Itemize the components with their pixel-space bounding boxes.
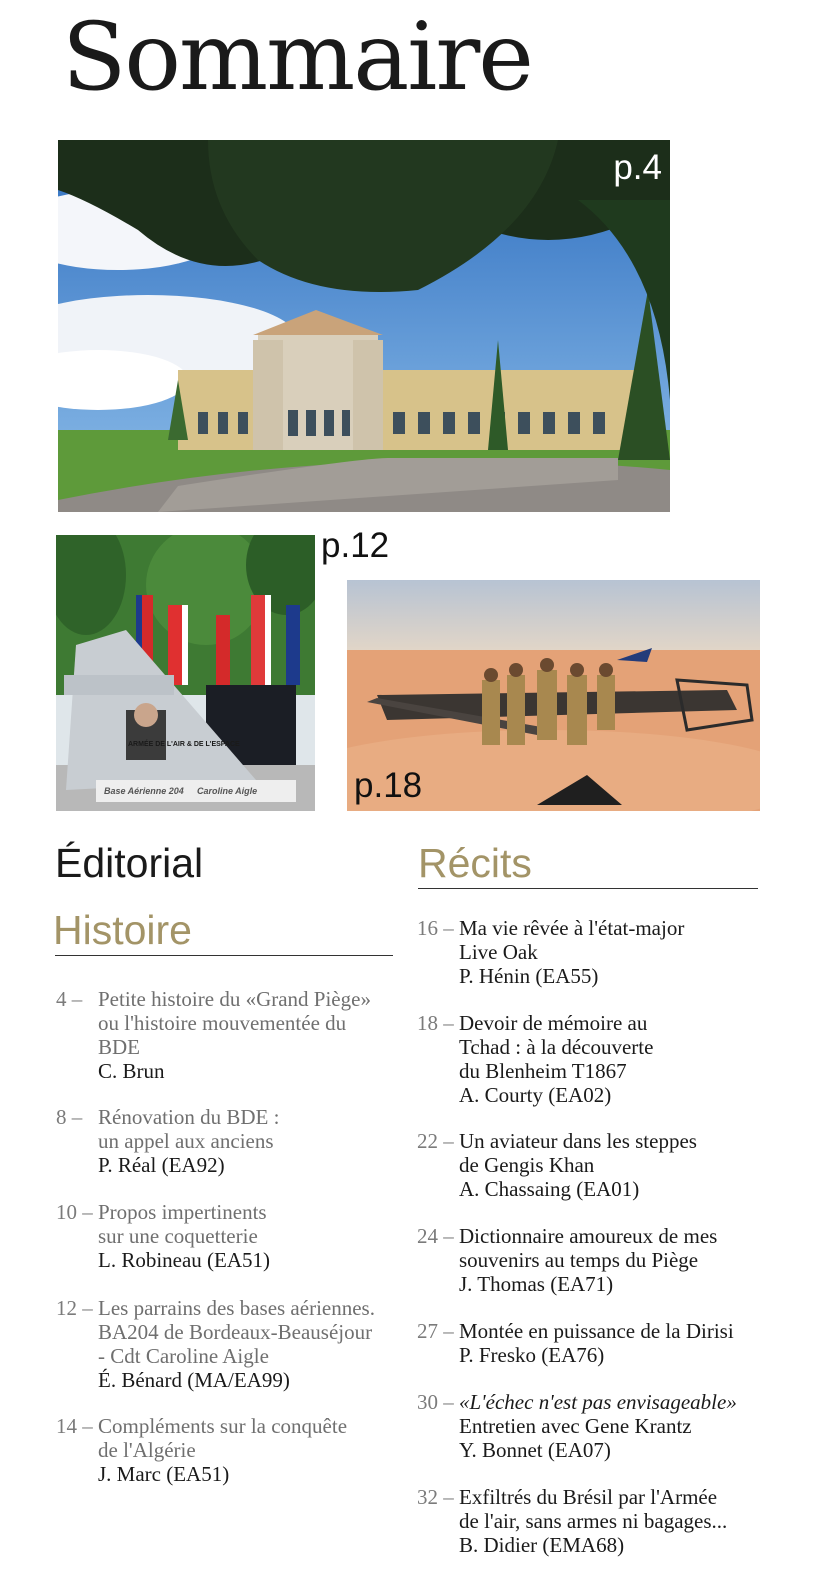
toc-author: C. Brun (98, 1059, 165, 1083)
section-histoire: Histoire (53, 907, 192, 953)
toc-title-line: de l'air, sans armes ni bagages... (459, 1509, 728, 1533)
toc-title-line: Exfiltrés du Brésil par l'Armée (459, 1485, 718, 1509)
toc-title-line: de Gengis Khan (459, 1153, 595, 1177)
toc-title-line: Un aviateur dans les steppes (459, 1129, 697, 1153)
tail-inscription-2: Base Aérienne 204 (104, 786, 184, 796)
toc-title-line: Devoir de mémoire au (459, 1011, 648, 1035)
toc-author: A. Chassaing (EA01) (459, 1177, 640, 1201)
toc-title-line: BA204 de Bordeaux-Beauséjour (98, 1320, 373, 1344)
toc-page-number: 4 – (56, 987, 83, 1011)
toc-page-number: 32 – (417, 1485, 454, 1509)
toc-title-line: un appel aux anciens (98, 1129, 274, 1153)
toc-author: É. Bénard (MA/EA99) (98, 1368, 290, 1392)
toc-title-line: «L'échec n'est pas envisageable» (459, 1390, 737, 1414)
toc-title-line: Tchad : à la découverte (459, 1035, 654, 1059)
toc-title-line: - Cdt Caroline Aigle (98, 1344, 269, 1368)
toc-page-number: 16 – (417, 916, 454, 940)
page-label-p4: p.4 (613, 148, 662, 187)
tail-inscription-1: ARMÉE DE L'AIR & DE L'ESPACE (128, 741, 240, 748)
toc-page-number: 30 – (417, 1390, 454, 1414)
toc-title-line: Petite histoire du «Grand Piège» (98, 987, 371, 1011)
toc-page-number: 24 – (417, 1224, 454, 1248)
toc-title-line: souvenirs au temps du Piège (459, 1248, 699, 1272)
toc-title-line: sur une coquetterie (98, 1224, 258, 1248)
toc-page-number: 12 – (56, 1296, 93, 1320)
toc-page-number: 8 – (56, 1105, 83, 1129)
toc-title-line: Ma vie rêvée à l'état-major (459, 916, 685, 940)
toc-title-line: Propos impertinents (98, 1200, 267, 1224)
toc-page-number: 27 – (417, 1319, 454, 1343)
page-label-p12: p.12 (321, 526, 390, 565)
toc-title-line: Rénovation du BDE : (98, 1105, 280, 1129)
histoire-rule (55, 955, 393, 956)
toc-title-line: Entretien avec Gene Krantz (459, 1414, 692, 1438)
desert-photo (347, 580, 760, 811)
building-photo (58, 140, 670, 512)
toc-title-line: de l'Algérie (98, 1438, 196, 1462)
section-editorial: Éditorial (55, 840, 204, 886)
toc-author: P. Fresko (EA76) (459, 1343, 605, 1367)
toc-author: J. Thomas (EA71) (459, 1272, 614, 1296)
toc-author: P. Hénin (EA55) (459, 964, 599, 988)
toc-title-line: ou l'histoire mouvementée du (98, 1011, 347, 1035)
toc-author: A. Courty (EA02) (459, 1083, 612, 1107)
toc-title-line: Les parrains des bases aériennes. (98, 1296, 375, 1320)
section-recits: Récits (418, 840, 532, 886)
toc-title-line: Dictionnaire amoureux de mes (459, 1224, 718, 1248)
toc-title-line: BDE (98, 1035, 140, 1059)
toc-author: Y. Bonnet (EA07) (459, 1438, 611, 1462)
recits-rule (418, 888, 758, 889)
tail-inscription-3: Caroline Aigle (197, 786, 258, 796)
page-label-p18: p.18 (354, 766, 423, 805)
toc-page-number: 22 – (417, 1129, 454, 1153)
ceremony-photo (56, 535, 315, 811)
toc-title-line: Montée en puissance de la Dirisi (459, 1319, 734, 1343)
toc-author: B. Didier (EMA68) (459, 1533, 625, 1557)
toc-title-line: Live Oak (459, 940, 538, 964)
toc-author: P. Réal (EA92) (98, 1153, 225, 1177)
toc-title-line: du Blenheim T1867 (459, 1059, 627, 1083)
toc-page-number: 18 – (417, 1011, 454, 1035)
toc-author: J. Marc (EA51) (98, 1462, 230, 1486)
toc-page-number: 14 – (56, 1414, 93, 1438)
page-title: Sommaire (62, 3, 532, 112)
toc-author: L. Robineau (EA51) (98, 1248, 271, 1272)
toc-title-line: Compléments sur la conquête (98, 1414, 348, 1438)
toc-page-number: 10 – (56, 1200, 93, 1224)
